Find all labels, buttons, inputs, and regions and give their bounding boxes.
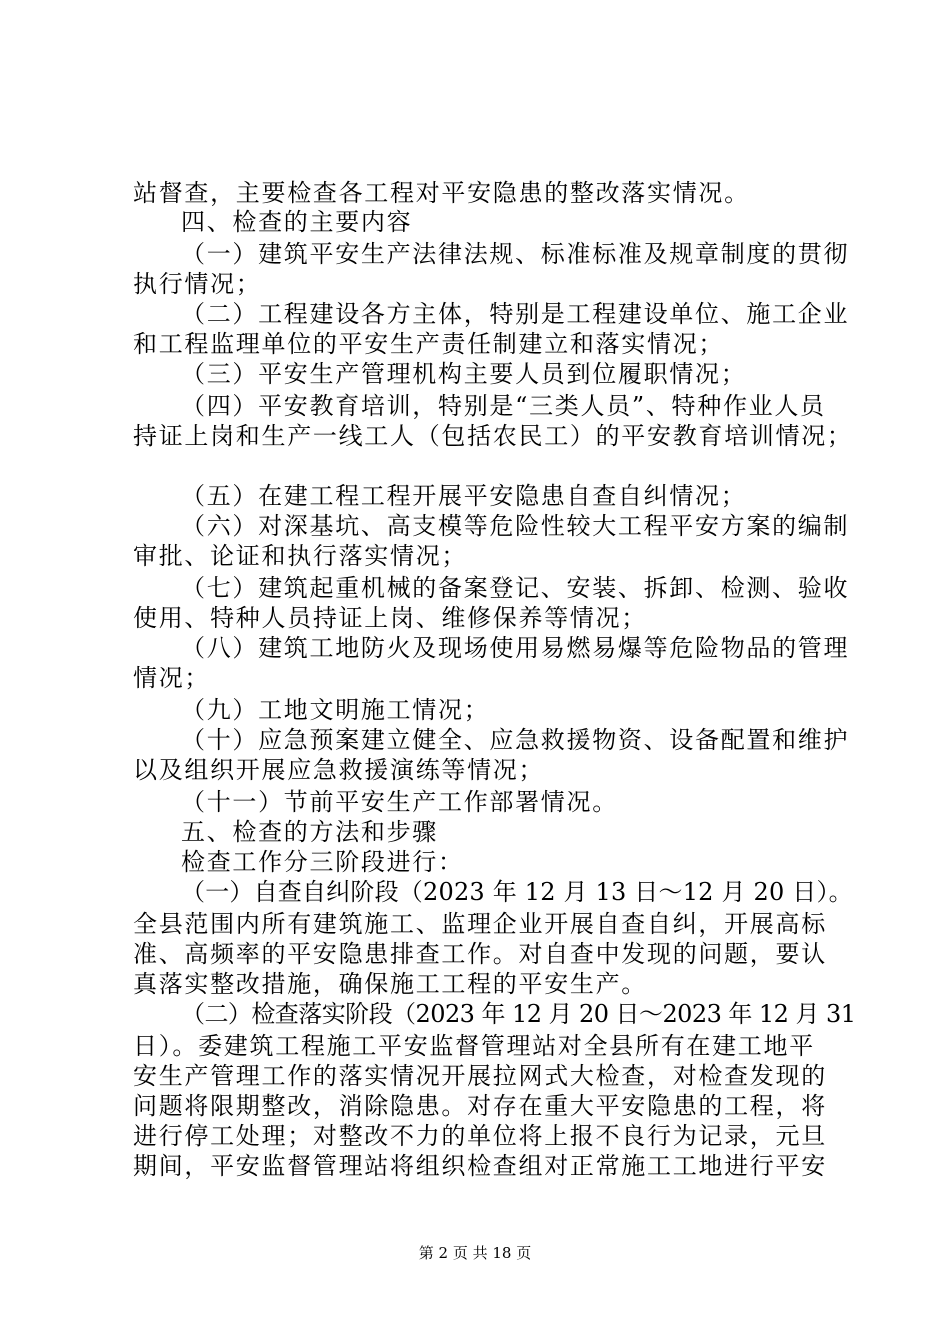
text-line: （一）自查自纠阶段（2023 年 12 月 13 日～12 月 20 日）。 — [181, 878, 853, 906]
text-line: （二）检查落实阶段（2023 年 12 月 20 日～2023 年 12 月 31 — [181, 1000, 856, 1028]
text-line: 真落实整改措施，确保施工工程的平安生产。 — [133, 970, 647, 998]
text-line: （九）工地文明施工情况； — [181, 696, 490, 724]
text-line: （六）对深基坑、高支模等危险性较大工程平安方案的编制 — [181, 512, 850, 540]
text-line: 准、高频率的平安隐患排查工作。对自查中发现的问题，要认 — [133, 940, 827, 968]
text-line: 站督查，主要检查各工程对平安隐患的整改落实情况。 — [133, 179, 750, 207]
text-line: （二）工程建设各方主体，特别是工程建设单位、施工企业 — [181, 300, 850, 328]
text-line: （三）平安生产管理机构主要人员到位履职情况； — [181, 360, 747, 388]
text-line: （五）在建工程工程开展平安隐患自查自纠情况； — [181, 482, 747, 510]
text-line: 期间，平安监督管理站将组织检查组对正常施工工地进行平安 — [133, 1152, 827, 1180]
page-number-footer: 第 2 页 共 18 页 — [418, 1244, 532, 1262]
text-line: 审批、论证和执行落实情况； — [133, 542, 468, 570]
text-line: 检查工作分三阶段进行： — [181, 848, 464, 876]
text-line: （一）建筑平安生产法律法规、标准标准及规章制度的贯彻 — [181, 240, 850, 268]
text-line: 全县范围内所有建筑施工、监理企业开展自查自纠，开展高标 — [133, 910, 827, 938]
text-line: 持证上岗和生产一线工人（包括农民工）的平安教育培训情况； — [133, 422, 853, 450]
text-line: 安生产管理工作的落实情况开展拉网式大检查，对检查发现的 — [133, 1062, 827, 1090]
text-line: 情况； — [133, 664, 211, 692]
text-line: （十一）节前平安生产工作部署情况。 — [181, 788, 618, 816]
text-line: 执行情况； — [133, 270, 262, 298]
text-line: （四）平安教育培训，特别是“三类人员”、特种作业人员 — [181, 392, 826, 420]
text-line: 使用、特种人员持证上岗、维修保养等情况； — [133, 604, 647, 632]
text-line: （七）建筑起重机械的备案登记、安装、拆卸、检测、验收 — [181, 574, 850, 602]
text-line: 日）。委建筑工程施工平安监督管理站对全县所有在建工地平 — [133, 1032, 815, 1060]
text-line: 进行停工处理；对整改不力的单位将上报不良行为记录，元旦 — [133, 1122, 827, 1150]
section-heading: 五、检查的方法和步骤 — [181, 818, 438, 846]
text-line: 问题将限期整改，消除隐患。对存在重大平安隐患的工程，将 — [133, 1092, 827, 1120]
section-heading: 四、检查的主要内容 — [181, 208, 413, 236]
text-line: （十）应急预案建立健全、应急救援物资、设备配置和维护 — [181, 726, 850, 754]
text-line: （八）建筑工地防火及现场使用易燃易爆等危险物品的管理 — [181, 634, 850, 662]
text-line: 和工程监理单位的平安生产责任制建立和落实情况； — [133, 330, 725, 358]
text-line: 以及组织开展应急救援演练等情况； — [133, 756, 545, 784]
